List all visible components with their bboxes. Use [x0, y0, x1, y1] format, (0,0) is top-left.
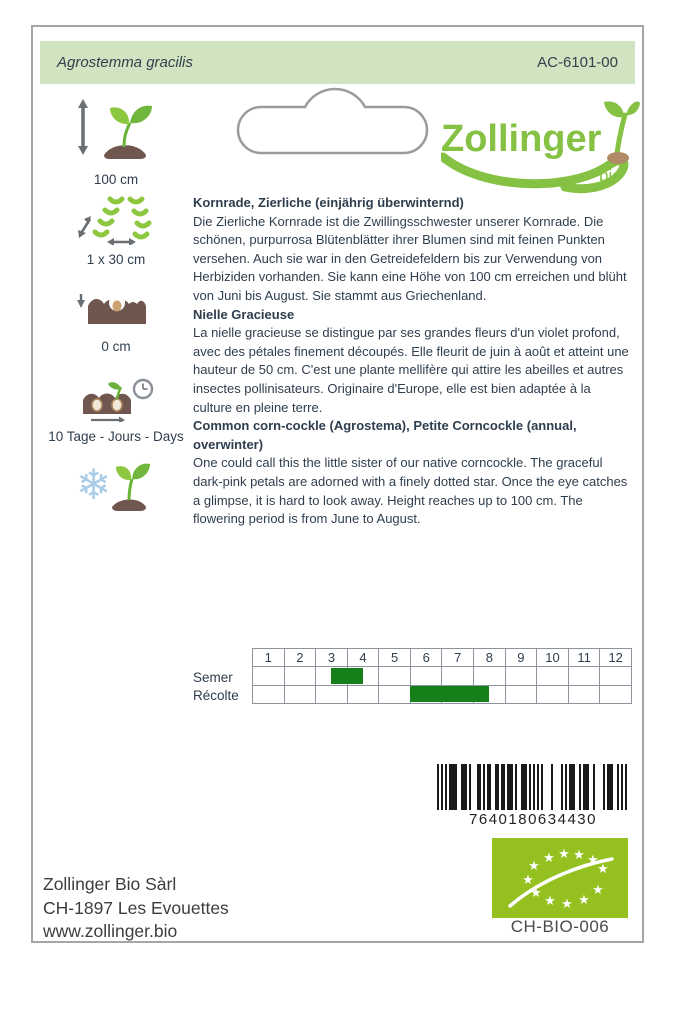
calendar-month-cell: 5: [379, 649, 411, 667]
brand-name-text: Zollinger: [441, 118, 602, 160]
germination-time-icon: [71, 378, 161, 422]
plant-spacing-value: 1 x 30 cm: [86, 252, 146, 267]
eu-organic-leaf-logo: [492, 838, 628, 918]
calendar-cell: [600, 667, 632, 685]
calendar-cell: [505, 667, 537, 685]
calendar-month-cell: 10: [537, 649, 569, 667]
svg-text:★: ★: [543, 850, 555, 865]
organic-certification-code: CH-BIO-006: [510, 917, 610, 936]
description-title-de: Kornrade, Zierliche (einjährig überwinternd): [193, 195, 464, 210]
svg-text:★: ★: [544, 893, 556, 908]
plant-height-icon: [74, 97, 159, 165]
calendar-month-cell: 12: [600, 649, 632, 667]
seed-packet-label: [31, 25, 644, 943]
spec-sowing-depth: [41, 290, 191, 354]
spec-plant-spacing: [41, 195, 191, 267]
description-body-fr: La nielle gracieuse se distingue par ses grandes fleurs d'un violet profond, avec des pétales finement découpés. Elle fleurit de juin à août et atteint une hauteur de 50 cm. C'est une plante mellifère qui attire les abeilles et autres insectes pollinisateurs. Originaire d'Europe, elle est bien adaptée à la culture en pleine terre.: [193, 325, 629, 415]
article-code: AC-6101-00: [537, 54, 618, 71]
logo-swoosh: [443, 157, 624, 189]
sowing-depth-icon: [76, 290, 156, 332]
barcode-number: 7640180634430: [469, 811, 597, 828]
address-block: [43, 873, 229, 944]
calendar-cell: [537, 667, 569, 685]
svg-text:★: ★: [528, 858, 540, 873]
clock-icon: [134, 380, 152, 398]
svg-text:★: ★: [558, 846, 570, 861]
frost-hardy-icon: [76, 455, 156, 517]
svg-text:★: ★: [578, 892, 590, 907]
company-website: www.zollinger.bio: [43, 921, 178, 941]
calendar-month-row: [253, 649, 632, 667]
calendar-cell: [347, 685, 379, 703]
calendar-cell: [379, 667, 411, 685]
brand-sub-text: bio: [599, 166, 622, 185]
calendar-cell: [505, 685, 537, 703]
calendar-sow-row: [253, 667, 632, 685]
calendar-table-wrap: [252, 648, 632, 706]
calendar-cell: [600, 685, 632, 703]
germination-time-value: 10 Tage - Jours - Days: [48, 429, 184, 444]
barcode: [437, 764, 629, 828]
calendar-cell: [537, 685, 569, 703]
calendar-cell: [379, 685, 411, 703]
sprout-icon: [604, 101, 640, 164]
svg-text:★: ★: [530, 885, 542, 900]
calendar-cell: [568, 667, 600, 685]
snowflake-icon: ❄: [76, 461, 112, 508]
calendar-bar-sow: [331, 668, 363, 685]
calendar-cell: [253, 685, 285, 703]
svg-text:★: ★: [592, 882, 604, 897]
svg-text:★: ★: [597, 861, 609, 876]
calendar-month-cell: 1: [253, 649, 285, 667]
description-block: [193, 194, 630, 529]
calendar-cell: [284, 685, 316, 703]
svg-text:★: ★: [587, 852, 599, 867]
species-latin-name: Agrostemma gracilis: [57, 54, 193, 71]
header-band: [40, 41, 635, 84]
svg-text:★: ★: [522, 872, 534, 887]
spec-germination-time: [41, 378, 191, 444]
spec-frost-hardy: [41, 455, 191, 522]
calendar-month-cell: 3: [316, 649, 348, 667]
calendar-month-cell: 11: [568, 649, 600, 667]
calendar-cell: [316, 685, 348, 703]
calendar-cell: [442, 667, 474, 685]
calendar-bar-harvest: [410, 686, 489, 703]
calendar-cell: [474, 667, 506, 685]
description-body-en: One could call this the little sister of our native corncockle. The graceful dark-pink petals are adorned with a finely dotted star. Once the eye catches a glimpse, it is hard to look away. Height reaches up to 100 cm. The flowering period is from June to August.: [193, 455, 628, 527]
description-title-fr: Nielle Gracieuse: [193, 306, 295, 322]
calendar-month-cell: 9: [505, 649, 537, 667]
euro-slot-hang-tab: [233, 85, 443, 185]
barcode-bars: [437, 764, 629, 810]
calendar-cell: [410, 667, 442, 685]
company-name: Zollinger Bio Sàrl: [43, 874, 177, 894]
calendar-cell: [284, 667, 316, 685]
calendar-month-cell: 7: [442, 649, 474, 667]
calendar-row-label-sow: Semer: [193, 670, 233, 685]
description-body-de: Die Zierliche Kornrade ist die Zwillingsschwester unserer Kornrade. Die schönen, purpurrosa Blütenblätter ihrer Blumen sind mit feinen Punkten versehen. Auch sie war in den Getreidefeldern bis zur Verwendung von Herbiziden vorhanden. Sie kann eine Höhe von 100 cm erreichen und blüht von Juni bis August. Sie stammt aus Griechenland.: [193, 213, 627, 303]
description-title-en: Common corn-cockle (Agrostema), Petite Corncockle (annual, overwinter): [193, 418, 577, 452]
calendar-month-cell: 8: [474, 649, 506, 667]
svg-text:★: ★: [561, 896, 573, 911]
calendar-month-cell: 6: [410, 649, 442, 667]
calendar-month-cell: 4: [347, 649, 379, 667]
calendar-row-label-harvest: Récolte: [193, 688, 239, 703]
company-address: CH-1897 Les Evouettes: [43, 897, 229, 918]
calendar-cell: [253, 667, 285, 685]
calendar-cell: [568, 685, 600, 703]
plant-spacing-icon: [74, 195, 159, 245]
calendar-month-cell: 2: [284, 649, 316, 667]
svg-text:★: ★: [573, 847, 585, 862]
plant-height-value: 100 cm: [93, 172, 139, 187]
spec-plant-height: [41, 97, 191, 187]
sowing-depth-value: 0 cm: [101, 339, 131, 354]
seed-root-blob: [607, 152, 629, 164]
